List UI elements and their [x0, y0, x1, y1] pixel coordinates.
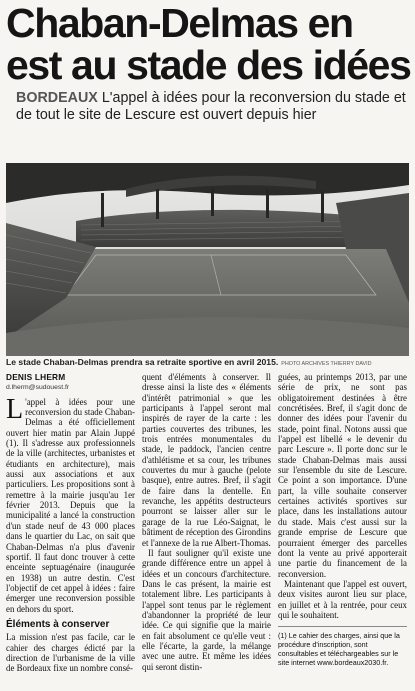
article-column-1	[6, 372, 135, 688]
headline-line-2: est au stade des idées	[6, 42, 411, 88]
deck-text: L'appel à idées pour la reconversion du stade et de tout le site de Lescure est ouvert depuis hier	[16, 90, 406, 123]
stadium-photo-image	[6, 163, 409, 356]
stadium-photo	[6, 163, 409, 356]
byline-email: d.lherm@sudouest.fr	[6, 384, 70, 392]
subhead-elements-a-conserver: Éléments à conserver	[6, 618, 110, 630]
drop-cap: L	[6, 393, 24, 425]
photo-credit: PHOTO ARCHIVES THIERRY DAVID	[281, 361, 372, 367]
col2-paragraph-1: quent d'éléments à conserver. Il dresse ainsi la liste des « éléments d'intérêt patrimonial » que les participants à l'appel seront mal inspirés de rayer de la carte : les parties couvertes des tribunes, les trois entrées monumentales du stade, le paddock, l'ancien centre d'athlétisme et sa cour, les tribunes couvertes du mur à gauche (pelote basque), entre autres. Bref, il s'agit de faire dans la dentelle. En revanche, les appétits destructeurs pourront se laisser aller sur le garage de la rue Léo-Saignat, le bâtiment de réception des Girondins et l'annexe de la rue Albert-Thomas.	[142, 372, 271, 548]
byline-author: DENIS LHERM	[6, 372, 66, 382]
col1-paragraph-1-text: 'appel à idées pour une reconversion du stade Chaban-Delmas a été officiellement ouvert hier matin par Alain Juppé (1). Il s'adresse aux professionnels de la ville (architectes, urbanistes et étudiants en architecture), mais aussi aux associations et aux particuliers. Les propositions sont à remettre à la mairie jusqu'au 1er février 2013. Depuis que la municipalité a lancé la construction d'un stade neuf de 43 000 places dans le quartier du Lac, on sait que Chaban-Delmas n'a plus d'avenir sportif. Il faut donc trouver à cette enceinte septuagénaire (inaugurée en 1938) un autre destin. C'est l'objectif de cet appel à idées : faire émerger une reconversion possible en dehors du sport.	[6, 396, 135, 614]
photo-caption	[6, 357, 409, 370]
article-deck	[0, 90, 415, 124]
headline-line-1: Chaban-Delmas en	[6, 0, 353, 46]
col1-paragraph-1	[6, 393, 135, 614]
article-column-2	[142, 372, 271, 688]
col3-paragraph-1: guées, au printemps 2013, par une série de prix, ne sont pas obligatoirement destinées à être concrétisées. Bref, il s'agit donc de donner des idées pour l'avenir du stade, point final. Notons aussi que l'appel est libellé « le devenir du parc Lescure ». Il porte donc sur le stade Chaban-Delmas mais aussi sur l'ensemble du site de Lescure. Ce point a son importance. D'une part, la ville souhaite conserver certaines activités sportives sur place, dans les installations autour du stade. Mais c'est aussi sur la grande emprise de Lescure que pourraient émerger des parcelles dont la vente au privé apporterait une partie du financement de la reconversion.	[278, 372, 407, 579]
footnote: (1) Le cahier des charges, ainsi que la procédure d'inscription, sont consultables et téléchargeables sur le site internet www.bordeaux2030.fr.	[278, 626, 407, 667]
col1-paragraph-2: La mission n'est pas facile, car le cahier des charges édicté par la direction de l'urbanisme de la ville de Bordeaux fixe un nombre consé-	[6, 632, 135, 674]
col2-paragraph-2: Il faut souligner qu'il existe une grande différence entre un appel à idées et un concours d'architecture. Dans le cas présent, la mairie est totalement libre. Les participants à l'appel sont tenus par le règlement d'abandonner la propriété de leur idée. Ce qui signifie que la mairie en fait absolument ce qu'elle veut : elle l'écarte, la garde, la mélange avec une autre. Et même les idées qui seront distin-	[142, 547, 271, 672]
col3-paragraph-2: Maintenant que l'appel est ouvert, deux visites auront lieu sur place, en juillet et à la rentrée, pour ceux qui le souhaitent.	[278, 578, 407, 620]
headline	[0, 0, 415, 86]
caption-text: Le stade Chaban-Delmas prendra sa retraite sportive en avril 2015.	[6, 357, 279, 367]
article-body	[6, 372, 409, 688]
article-column-3	[278, 372, 407, 688]
deck-kicker: BORDEAUX	[16, 90, 98, 106]
